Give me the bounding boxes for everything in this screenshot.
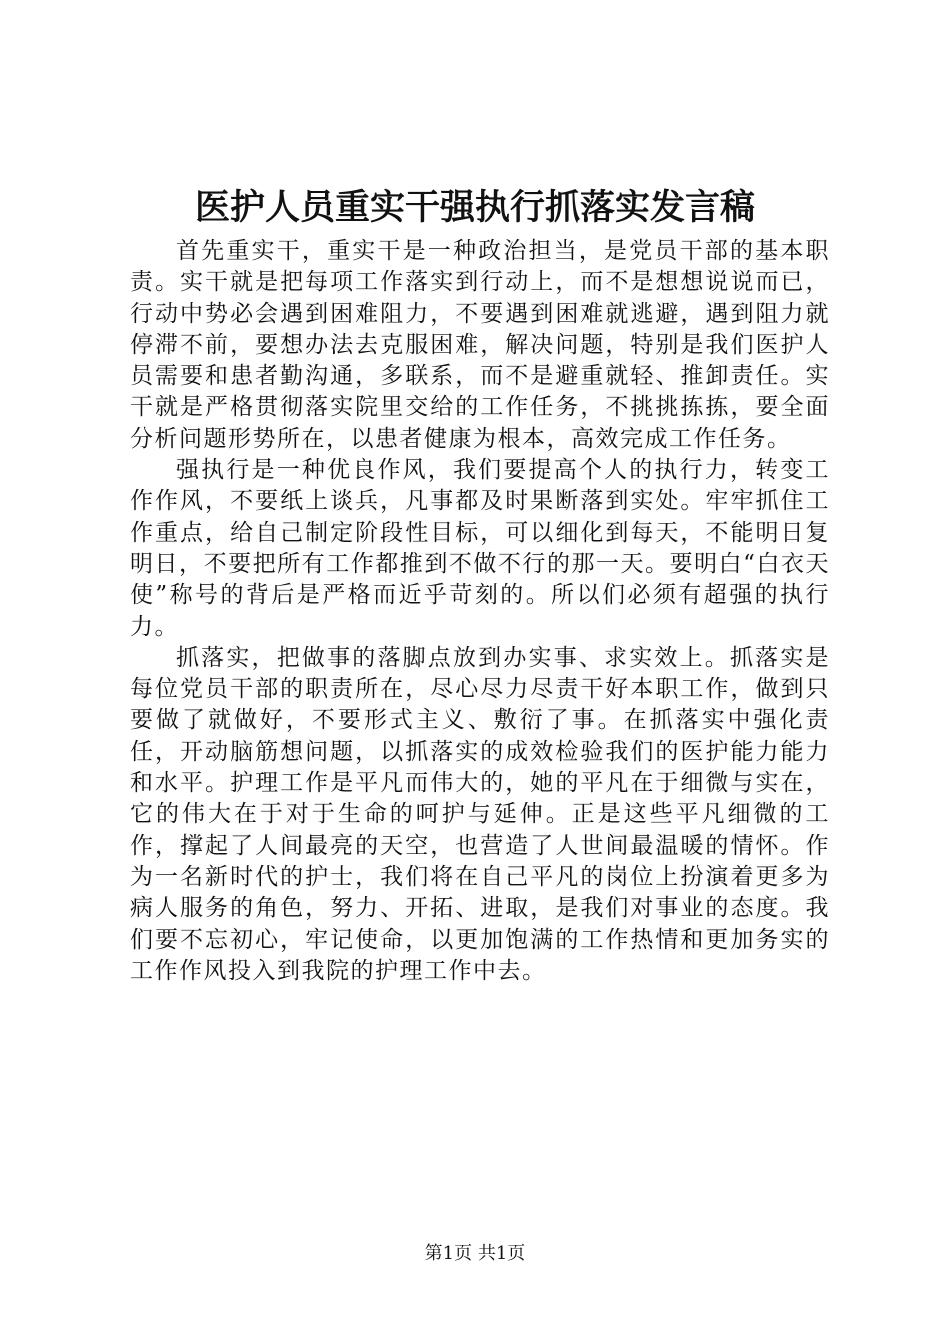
paragraph-1: 首先重实干，重实干是一种政治担当，是党员干部的基本职责。实干就是把每项工作落实到行动上，而不是想想说说而已，行动中势必会遇到困难阻力，不要遇到困难就逃避，遇到阻力就停滞不前，要想办法去克服困难，解决问题，特别是我们医护人员需要和患者勤沟通，多联系，而不是避重就轻、推卸责任。实干就是严格贯彻落实院里交给的工作任务，不挑挑拣拣，要全面分析问题形势所在，以患者健康为根本，高效完成工作任务。 <box>130 238 830 452</box>
document-title: 医护人员重实干强执行抓落实发言稿 <box>194 187 755 228</box>
document-body <box>130 236 830 987</box>
paragraph-2: 强执行是一种优良作风，我们要提高个人的执行力，转变工作作风，不要纸上谈兵，凡事都及时果断落到实处。牢牢抓住工作重点，给自己制定阶段性目标，可以细化到每天，不能明日复明日，不要把所有工作都推到不做不行的那一天。要明白“白衣天使”称号的背后是严格而近乎苛刻的。所以们必须有超强的执行力。 <box>130 457 830 640</box>
page-number-footer: 第1页 共1页 <box>424 1243 526 1264</box>
paragraph-3: 抓落实，把做事的落脚点放到办实事、求实效上。抓落实是每位党员干部的职责所在，尽心尽力尽责干好本职工作，做到只要做了就做好，不要形式主义、敷衍了事。在抓落实中强化责任，开动脑筋想问题，以抓落实的成效检验我们的医护能力能力和水平。护理工作是平凡而伟大的，她的平凡在于细微与实在，它的伟大在于对于生命的呵护与延伸。正是这些平凡细微的工作，撑起了人间最亮的天空，也营造了人世间最温暖的情怀。作为一名新时代的护士，我们将在自己平凡的岗位上扮演着更多为病人服务的角色，努力、开拓、进取，是我们对事业的态度。我们要不忘初心，牢记使命，以更加饱满的工作热情和更加务实的工作作风投入到我院的护理工作中去。 <box>130 644 830 984</box>
